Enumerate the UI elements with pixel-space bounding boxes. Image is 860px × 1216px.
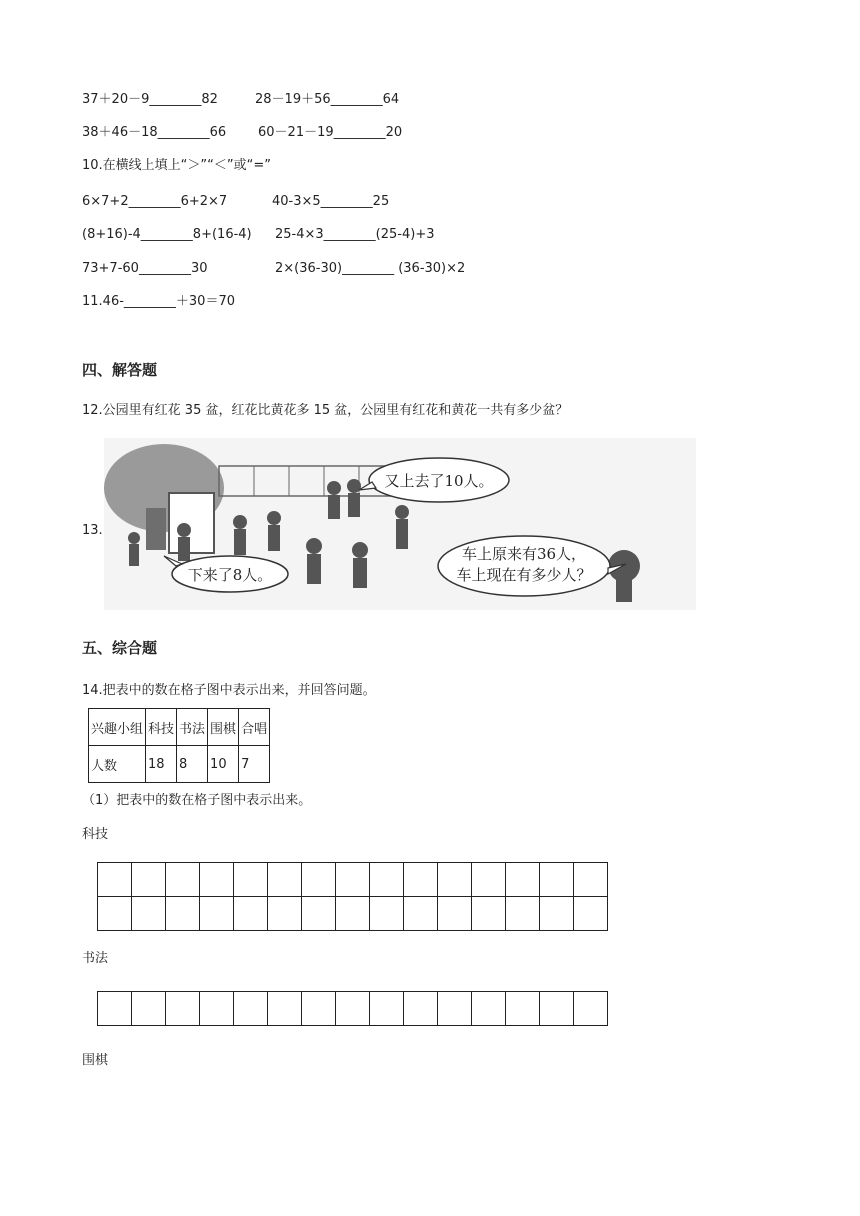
grid-cell[interactable]	[268, 897, 302, 931]
table-row	[89, 746, 270, 783]
q12: 12.公园里有红花 35 盆，红花比黄花多 15 盆，公园里有红花和黄花一共有多少盆？	[82, 403, 569, 418]
grid-cell[interactable]	[268, 863, 302, 897]
grid-cell[interactable]	[472, 992, 506, 1026]
grid-cell[interactable]	[98, 863, 132, 897]
q13-label: 13.	[82, 523, 103, 538]
q10-title: 10.在横线上填上“＞”“＜”或“=”	[82, 158, 271, 173]
bubble-right-line1: 车上原来有36人，	[461, 545, 587, 563]
table-cell: 人数	[89, 746, 146, 783]
grid-cell[interactable]	[268, 992, 302, 1026]
label-keji: 科技	[82, 827, 109, 842]
grid-cell[interactable]	[540, 863, 574, 897]
grid-cell[interactable]	[574, 897, 608, 931]
table-cell: 兴趣小组	[89, 709, 146, 746]
grid-cell[interactable]	[472, 863, 506, 897]
grid-cell[interactable]	[336, 897, 370, 931]
grid-cell[interactable]	[302, 992, 336, 1026]
bubble-right-line2: 车上现在有多少人？	[456, 566, 592, 584]
grid-cell[interactable]	[438, 863, 472, 897]
q10-row3-b: 2×(36-30)________ (36-30)×2	[275, 261, 466, 276]
q9-row2-a: 38＋46－18________66	[82, 125, 227, 140]
grid-cell[interactable]	[506, 897, 540, 931]
q10-row2-a: (8+16)-4________8+(16-4)	[82, 227, 252, 242]
q10-row3-a: 73+7-60________30	[82, 261, 208, 276]
grid-cell[interactable]	[166, 992, 200, 1026]
grid-row	[98, 992, 608, 1026]
section-heading-5: 五、综合题	[82, 639, 158, 657]
grid-cell[interactable]	[234, 897, 268, 931]
grid-cell[interactable]	[438, 992, 472, 1026]
grid-row	[98, 863, 608, 897]
q10-row1-b: 40-3×5________25	[272, 194, 390, 209]
table-cell: 围棋	[208, 709, 239, 746]
grid-cell[interactable]	[540, 992, 574, 1026]
grid-cell[interactable]	[166, 863, 200, 897]
grid-cell[interactable]	[234, 992, 268, 1026]
bubble-down-text: 下来了8人。	[187, 566, 273, 584]
grid-cell[interactable]	[404, 992, 438, 1026]
grid-cell[interactable]	[302, 863, 336, 897]
grid-cell[interactable]	[302, 897, 336, 931]
table-cell: 7	[239, 746, 270, 783]
grid-cell[interactable]	[234, 863, 268, 897]
grid-cell[interactable]	[200, 992, 234, 1026]
grid-cell[interactable]	[438, 897, 472, 931]
bus-stop-illustration	[104, 438, 696, 610]
label-shufa: 书法	[82, 951, 109, 966]
grid-cell[interactable]	[336, 992, 370, 1026]
grid-cell[interactable]	[166, 897, 200, 931]
grid-cell[interactable]	[200, 863, 234, 897]
table-cell: 8	[177, 746, 208, 783]
grid-cell[interactable]	[336, 863, 370, 897]
table-cell: 10	[208, 746, 239, 783]
q9-row1-a: 37＋20－9________82	[82, 92, 218, 107]
grid-cell[interactable]	[370, 863, 404, 897]
label-weiqi: 围棋	[82, 1053, 109, 1068]
grid-cell[interactable]	[132, 897, 166, 931]
grid-cell[interactable]	[540, 897, 574, 931]
grid-cell[interactable]	[506, 992, 540, 1026]
q14: 14.把表中的数在格子图中表示出来，并回答问题。	[82, 683, 376, 698]
grid-cell[interactable]	[506, 863, 540, 897]
bus-door-icon	[169, 493, 214, 553]
table-cell: 书法	[177, 709, 208, 746]
table-row	[89, 709, 270, 746]
table-cell: 合唱	[239, 709, 270, 746]
grid-cell[interactable]	[574, 863, 608, 897]
interest-group-table	[88, 708, 270, 783]
q10-row1-a: 6×7+2________6+2×7	[82, 194, 228, 209]
q9-row1-b: 28－19＋56________64	[255, 92, 400, 107]
q10-row2-b: 25-4×3________(25-4)+3	[275, 227, 435, 242]
sub-question-1: （1）把表中的数在格子图中表示出来。	[82, 793, 312, 808]
section-heading-4: 四、解答题	[82, 361, 158, 379]
q11: 11.46-________＋30＝70	[82, 294, 235, 309]
grid-cell[interactable]	[404, 897, 438, 931]
grid-cell[interactable]	[404, 863, 438, 897]
grid-cell[interactable]	[370, 897, 404, 931]
grid-cell[interactable]	[472, 897, 506, 931]
bubble-top-text: 又上去了10人。	[384, 472, 494, 490]
table-cell: 科技	[146, 709, 177, 746]
grid-cell[interactable]	[98, 992, 132, 1026]
grid-cell[interactable]	[574, 992, 608, 1026]
grid-keji[interactable]	[97, 862, 608, 931]
q9-row2-b: 60－21－19________20	[258, 125, 403, 140]
grid-cell[interactable]	[370, 992, 404, 1026]
grid-cell[interactable]	[132, 863, 166, 897]
grid-cell[interactable]	[98, 897, 132, 931]
grid-row	[98, 897, 608, 931]
grid-shufa[interactable]	[97, 991, 608, 1026]
table-cell: 18	[146, 746, 177, 783]
grid-cell[interactable]	[132, 992, 166, 1026]
grid-cell[interactable]	[200, 897, 234, 931]
